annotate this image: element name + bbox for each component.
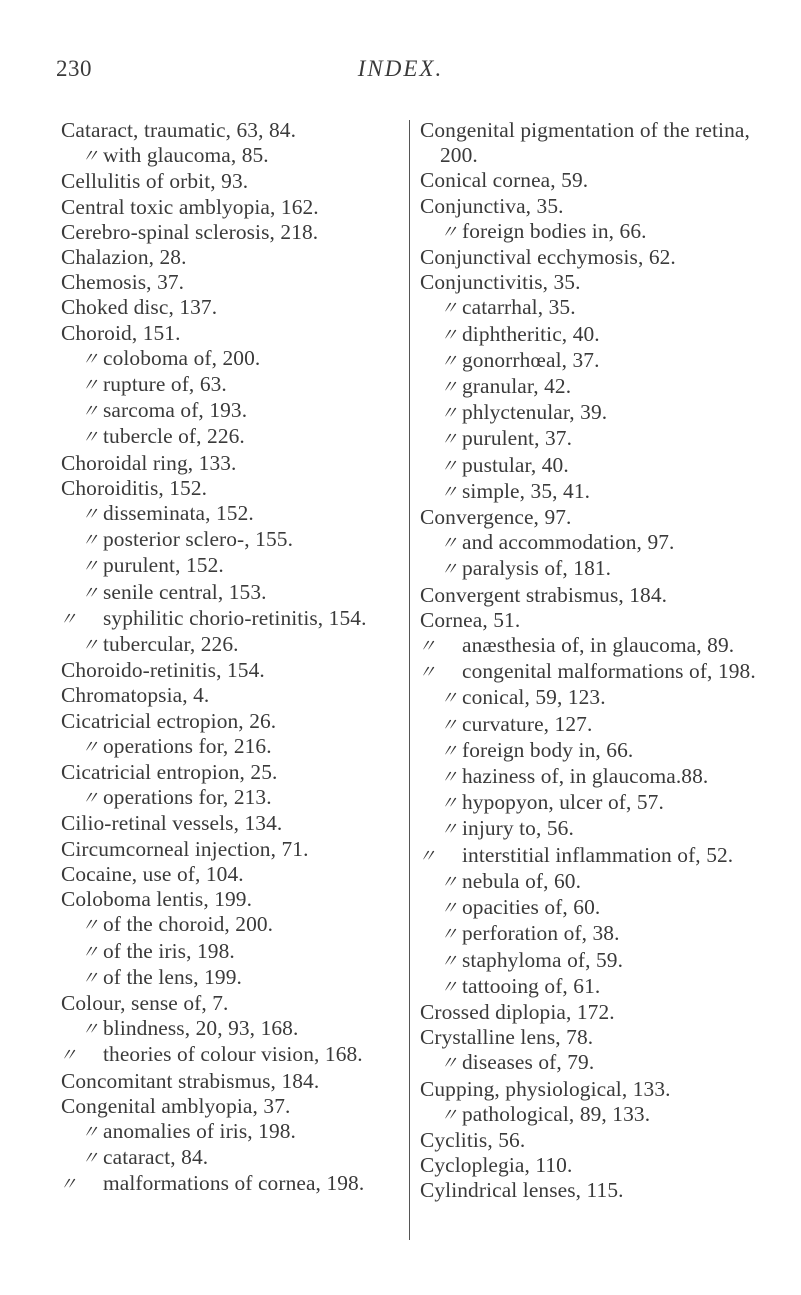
index-subentry: [61, 734, 401, 760]
entry-text: phlyctenular, 39.: [462, 400, 608, 425]
index-subentry: [61, 1042, 401, 1068]
entry-text: Concomitant strabismus, 184.: [61, 1068, 320, 1093]
entry-text: tubercular, 226.: [103, 632, 239, 657]
index-entry: [61, 1094, 401, 1119]
ditto-mark: 〃: [81, 146, 100, 167]
entry-text: posterior sclero-, 155.: [103, 527, 294, 552]
index-subentry: [420, 869, 760, 895]
index-subentry: [61, 372, 401, 398]
index-subentry: [420, 633, 760, 659]
entry-text: Conjunctival ecchymosis, 62.: [420, 245, 676, 270]
ditto-mark: 〃: [81, 941, 100, 962]
index-entry: [420, 168, 760, 193]
ditto-mark: 〃: [440, 350, 459, 371]
entry-text: opacities of, 60.: [462, 895, 601, 920]
entry-text: haziness of, in glaucoma.88.: [462, 764, 709, 789]
ditto-mark: 〃: [59, 1045, 78, 1066]
index-subentry: [420, 974, 760, 1000]
ditto-mark: 〃: [440, 1104, 459, 1125]
index-subentry: [420, 921, 760, 947]
index-entry: [61, 760, 401, 785]
index-subentry: [420, 895, 760, 921]
entry-text: Crystalline lens, 78.: [420, 1025, 594, 1050]
ditto-mark: 〃: [81, 556, 100, 577]
entry-text: injury to, 56.: [462, 816, 574, 841]
entry-text: diseases of, 79.: [462, 1050, 595, 1075]
entry-text: diphtheritic, 40.: [462, 321, 600, 346]
index-entry: [61, 476, 401, 501]
entry-text: Congenital amblyopia, 37.: [61, 1093, 291, 1118]
ditto-mark: 〃: [440, 221, 459, 242]
index-subentry: [61, 527, 401, 553]
index-entry: [420, 1077, 760, 1102]
page-number: 230: [56, 56, 92, 81]
ditto-mark: 〃: [440, 455, 459, 476]
index-subentry: [420, 374, 760, 400]
index-entry: [61, 295, 401, 320]
entry-text: and accommodation, 97.: [462, 530, 675, 555]
ditto-mark: 〃: [81, 375, 100, 396]
index-entry: [420, 1178, 760, 1203]
entry-text: Central toxic amblyopia, 162.: [61, 194, 319, 219]
index-column-right: [420, 118, 760, 1204]
index-entry: [420, 1000, 760, 1025]
entry-text: malformations of cornea, 198.: [103, 1171, 365, 1196]
column-divider: [409, 120, 410, 1240]
index-entry: [61, 220, 401, 245]
index-entry: [420, 245, 760, 270]
index-subentry: [420, 764, 760, 790]
entry-text: Circumcorneal injection, 71.: [61, 836, 309, 861]
index-column-left: [61, 118, 401, 1198]
index-entry: [420, 1025, 760, 1050]
entry-text: staphyloma of, 59.: [462, 947, 624, 972]
index-subentry: [61, 1145, 401, 1171]
entry-text: interstitial inflammation of, 52.: [462, 842, 734, 867]
entry-text: conical, 59, 123.: [462, 685, 606, 710]
index-entry: [61, 811, 401, 836]
ditto-mark: 〃: [440, 377, 459, 398]
entry-text: Cylindrical lenses, 115.: [420, 1178, 624, 1203]
index-subentry: [420, 790, 760, 816]
index-entry: [61, 118, 401, 143]
index-entry: [420, 505, 760, 530]
entry-text: Cicatricial ectropion, 26.: [61, 708, 277, 733]
index-subentry: [61, 785, 401, 811]
entry-text: Crossed diplopia, 172.: [420, 999, 615, 1024]
index-subentry: [61, 1119, 401, 1145]
ditto-mark: 〃: [81, 530, 100, 551]
index-entry: [420, 1128, 760, 1153]
index-subentry: [61, 912, 401, 938]
entry-text: cataract, 84.: [103, 1145, 209, 1170]
entry-text: anæsthesia of, in glaucoma, 89.: [462, 633, 735, 658]
index-subentry: [420, 843, 760, 869]
ditto-mark: 〃: [440, 403, 459, 424]
entry-text: coloboma of, 200.: [103, 345, 261, 370]
entry-text: Convergent strabismus, 184.: [420, 582, 668, 607]
entry-text: of the lens, 199.: [103, 964, 242, 989]
index-subentry: [420, 479, 760, 505]
entry-text: Choroid, 151.: [61, 320, 181, 345]
index-entry: [420, 270, 760, 295]
ditto-mark: 〃: [440, 298, 459, 319]
entry-text: Conjunctiva, 35.: [420, 193, 564, 218]
entry-text: pustular, 40.: [462, 452, 569, 477]
index-entry: [420, 608, 760, 633]
index-subentry: [420, 322, 760, 348]
index-subentry: [420, 530, 760, 556]
entry-text: disseminata, 152.: [103, 501, 254, 526]
ditto-mark: 〃: [81, 427, 100, 448]
entry-text: Cilio-retinal vessels, 134.: [61, 811, 283, 836]
index-subentry: [61, 606, 401, 632]
running-title: INDEX.: [357, 56, 444, 81]
ditto-mark: 〃: [59, 1174, 78, 1195]
entry-text: Choroidal ring, 133.: [61, 450, 237, 475]
ditto-mark: 〃: [81, 348, 100, 369]
ditto-mark: 〃: [440, 819, 459, 840]
index-entry: [420, 583, 760, 608]
entry-text: Convergence, 97.: [420, 505, 572, 530]
index-subentry: [61, 1016, 401, 1042]
index-subentry: [61, 398, 401, 424]
ditto-mark: 〃: [440, 714, 459, 735]
entry-text: pathological, 89, 133.: [462, 1101, 651, 1126]
ditto-mark: 〃: [440, 533, 459, 554]
entry-text: operations for, 216.: [103, 733, 272, 758]
entry-text: Choroido-retinitis, 154.: [61, 658, 265, 683]
entry-text: Chemosis, 37.: [61, 270, 185, 295]
entry-text: hypopyon, ulcer of, 57.: [462, 790, 664, 815]
entry-text: senile central, 153.: [103, 579, 267, 604]
index-subentry: [420, 400, 760, 426]
ditto-mark: 〃: [81, 915, 100, 936]
ditto-mark: 〃: [418, 845, 437, 866]
index-subentry: [61, 632, 401, 658]
index-subentry: [420, 816, 760, 842]
ditto-mark: 〃: [440, 324, 459, 345]
index-subentry: [420, 556, 760, 582]
index-entry: [61, 1069, 401, 1094]
index-entry: [420, 194, 760, 219]
entry-text: Choked disc, 137.: [61, 295, 218, 320]
ditto-mark: 〃: [81, 504, 100, 525]
ditto-mark: 〃: [81, 1148, 100, 1169]
ditto-mark: 〃: [418, 662, 437, 683]
index-subentry: [420, 685, 760, 711]
entry-text: granular, 42.: [462, 374, 572, 399]
entry-text: foreign body in, 66.: [462, 737, 634, 762]
ditto-mark: 〃: [440, 793, 459, 814]
index-subentry: [420, 738, 760, 764]
entry-text: Choroiditis, 152.: [61, 475, 208, 500]
index-entry: [420, 118, 760, 168]
entry-text: tattooing of, 61.: [462, 973, 601, 998]
ditto-mark: 〃: [81, 1121, 100, 1142]
entry-text: simple, 35, 41.: [462, 478, 591, 503]
entry-text: Cornea, 51.: [420, 607, 521, 632]
index-entry: [61, 451, 401, 476]
index-entry: [61, 887, 401, 912]
index-entry: [61, 683, 401, 708]
index-entry: [61, 169, 401, 194]
ditto-mark: 〃: [440, 950, 459, 971]
ditto-mark: 〃: [81, 1019, 100, 1040]
entry-text: theories of colour vision, 168.: [103, 1042, 363, 1067]
ditto-mark: 〃: [440, 688, 459, 709]
index-subentry: [420, 219, 760, 245]
entry-text: Coloboma lentis, 199.: [61, 887, 253, 912]
ditto-mark: 〃: [440, 871, 459, 892]
index-subentry: [61, 939, 401, 965]
index-subentry: [61, 1171, 401, 1197]
entry-text: Cycloplegia, 110.: [420, 1153, 573, 1178]
ditto-mark: 〃: [440, 898, 459, 919]
entry-text: Colour, sense of, 7.: [61, 990, 229, 1015]
entry-text: catarrhal, 35.: [462, 295, 576, 320]
entry-text: perforation of, 38.: [462, 921, 620, 946]
entry-text: foreign bodies in, 66.: [462, 218, 647, 243]
ditto-mark: 〃: [440, 924, 459, 945]
ditto-mark: 〃: [440, 740, 459, 761]
entry-text: purulent, 37.: [462, 426, 573, 451]
index-subentry: [420, 348, 760, 374]
ditto-mark: 〃: [440, 481, 459, 502]
index-entry: [420, 1153, 760, 1178]
entry-text: anomalies of iris, 198.: [103, 1118, 296, 1143]
index-subentry: [420, 295, 760, 321]
page-header: [0, 56, 801, 96]
index-subentry: [61, 965, 401, 991]
ditto-mark: 〃: [440, 976, 459, 997]
index-subentry: [420, 659, 760, 685]
entry-text: Cerebro-spinal sclerosis, 218.: [61, 219, 319, 244]
ditto-mark: 〃: [59, 608, 78, 629]
entry-text: syphilitic chorio-retinitis, 154.: [103, 605, 367, 630]
index-subentry: [420, 426, 760, 452]
ditto-mark: 〃: [440, 429, 459, 450]
entry-text: Congenital pigmentation of the retina, 200.: [420, 118, 750, 168]
index-subentry: [61, 580, 401, 606]
index-entry: [61, 658, 401, 683]
index-subentry: [420, 712, 760, 738]
index-subentry: [420, 453, 760, 479]
entry-text: Chromatopsia, 4.: [61, 683, 210, 708]
entry-text: tubercle of, 226.: [103, 424, 245, 449]
index-subentry: [420, 1102, 760, 1128]
entry-text: operations for, 213.: [103, 785, 272, 810]
entry-text: with glaucoma, 85.: [103, 143, 269, 168]
ditto-mark: 〃: [81, 582, 100, 603]
index-entry: [61, 991, 401, 1016]
entry-text: Cicatricial entropion, 25.: [61, 760, 278, 785]
entry-text: nebula of, 60.: [462, 868, 582, 893]
entry-text: of the iris, 198.: [103, 938, 235, 963]
ditto-mark: 〃: [440, 1053, 459, 1074]
index-entry: [61, 245, 401, 270]
index-subentry: [61, 424, 401, 450]
entry-text: blindness, 20, 93, 168.: [103, 1016, 299, 1041]
entry-text: Conical cornea, 59.: [420, 168, 589, 193]
ditto-mark: 〃: [81, 967, 100, 988]
ditto-mark: 〃: [81, 401, 100, 422]
entry-text: sarcoma of, 193.: [103, 398, 248, 423]
index-entry: [61, 862, 401, 887]
entry-text: Cataract, traumatic, 63, 84.: [61, 118, 297, 142]
entry-text: Cupping, physiological, 133.: [420, 1076, 671, 1101]
entry-text: gonorrhœal, 37.: [462, 347, 600, 372]
index-subentry: [420, 948, 760, 974]
index-entry: [61, 709, 401, 734]
entry-text: rupture of, 63.: [103, 372, 227, 397]
entry-text: Conjunctivitis, 35.: [420, 270, 581, 295]
entry-text: purulent, 152.: [103, 553, 224, 578]
entry-text: Cyclitis, 56.: [420, 1127, 526, 1152]
ditto-mark: 〃: [440, 559, 459, 580]
entry-text: Cocaine, use of, 104.: [61, 861, 244, 886]
index-entry: [61, 837, 401, 862]
index-subentry: [420, 1050, 760, 1076]
index-subentry: [61, 553, 401, 579]
entry-text: congenital malformations of, 198.: [462, 659, 756, 684]
ditto-mark: 〃: [81, 788, 100, 809]
entry-text: Chalazion, 28.: [61, 245, 187, 270]
index-subentry: [61, 501, 401, 527]
index-entry: [61, 321, 401, 346]
ditto-mark: 〃: [81, 736, 100, 757]
entry-text: of the choroid, 200.: [103, 912, 274, 937]
entry-text: curvature, 127.: [462, 711, 593, 736]
index-entry: [61, 195, 401, 220]
ditto-mark: 〃: [418, 636, 437, 657]
index-subentry: [61, 143, 401, 169]
entry-text: Cellulitis of orbit, 93.: [61, 169, 249, 194]
entry-text: paralysis of, 181.: [462, 556, 612, 581]
ditto-mark: 〃: [81, 635, 100, 656]
ditto-mark: 〃: [440, 767, 459, 788]
index-subentry: [61, 346, 401, 372]
index-entry: [61, 270, 401, 295]
